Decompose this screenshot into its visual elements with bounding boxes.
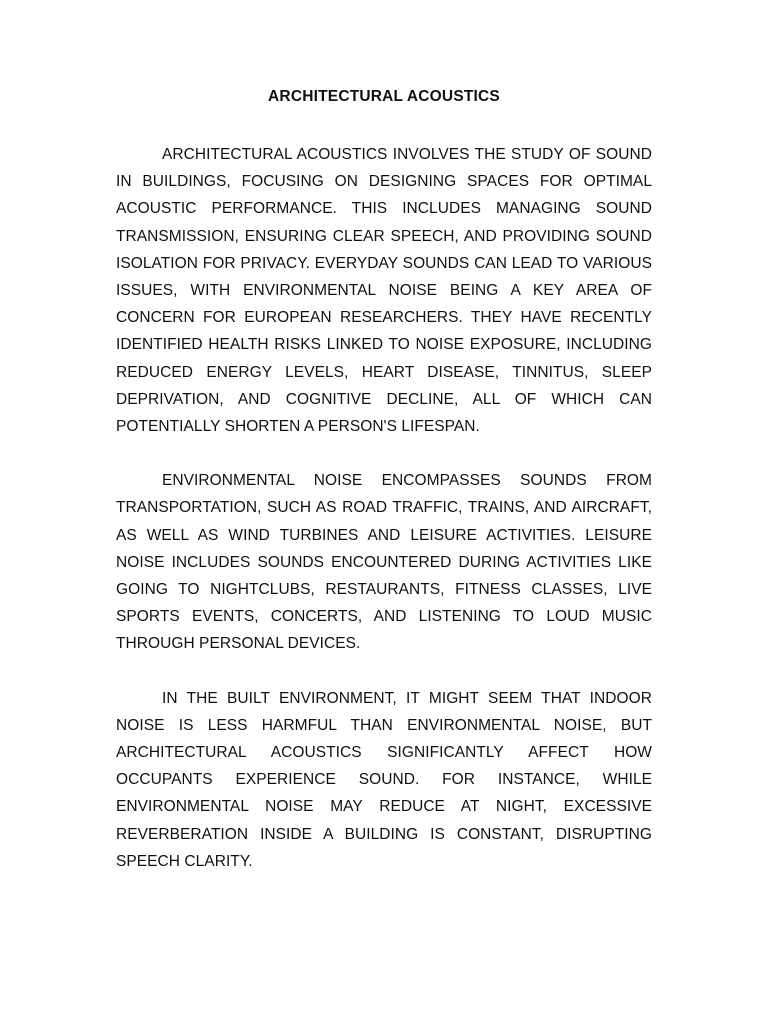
paragraph-3: IN THE BUILT ENVIRONMENT, IT MIGHT SEEM THAT INDOOR NOISE IS LESS HARMFUL THAN ENVIRONMENTAL NOISE, BUT ARCHITECTURAL ACOUSTICS SIGNIFICANTLY AFFECT HOW OCCUPANTS EXPERIENCE SOUND. FOR INSTANCE, WHILE ENVIRONMENTAL NOISE MAY REDUCE AT NIGHT, EXCESSIVE REVERBERATION INSIDE A BUILDING IS CONSTANT, DISRUPTING SPEECH CLARITY.: [116, 689, 652, 870]
document-page: [116, 86, 652, 875]
document-title: ARCHITECTURAL ACOUSTICS: [268, 88, 500, 105]
paragraph-1: ARCHITECTURAL ACOUSTICS INVOLVES THE STUDY OF SOUND IN BUILDINGS, FOCUSING ON DESIGNING SPACES FOR OPTIMAL ACOUSTIC PERFORMANCE. THIS INCLUDES MANAGING SOUND TRANSMISSION, ENSURING CLEAR SPEECH, AND PROVIDING SOUND ISOLATION FOR PRIVACY. EVERYDAY SOUNDS CAN LEAD TO VARIOUS ISSUES, WITH ENVIRONMENTAL NOISE BEING A KEY AREA OF CONCERN FOR EUROPEAN RESEARCHERS. THEY HAVE RECENTLY IDENTIFIED HEALTH RISKS LINKED TO NOISE EXPOSURE, INCLUDING REDUCED ENERGY LEVELS, HEART DISEASE, TINNITUS, SLEEP DEPRIVATION, AND COGNITIVE DECLINE, ALL OF WHICH CAN POTENTIALLY SHORTEN A PERSON'S LIFESPAN.: [116, 146, 652, 436]
paragraph-2: ENVIRONMENTAL NOISE ENCOMPASSES SOUNDS FROM TRANSPORTATION, SUCH AS ROAD TRAFFIC, TRAINS, AND AIRCRAFT, AS WELL AS WIND TURBINES AND LEISURE ACTIVITIES. LEISURE NOISE INCLUDES SOUNDS ENCOUNTERED DURING ACTIVITIES LIKE GOING TO NIGHTCLUBS, RESTAURANTS, FITNESS CLASSES, LIVE SPORTS EVENTS, CONCERTS, AND LISTENING TO LOUD MUSIC THROUGH PERSONAL DEVICES.: [116, 472, 652, 653]
